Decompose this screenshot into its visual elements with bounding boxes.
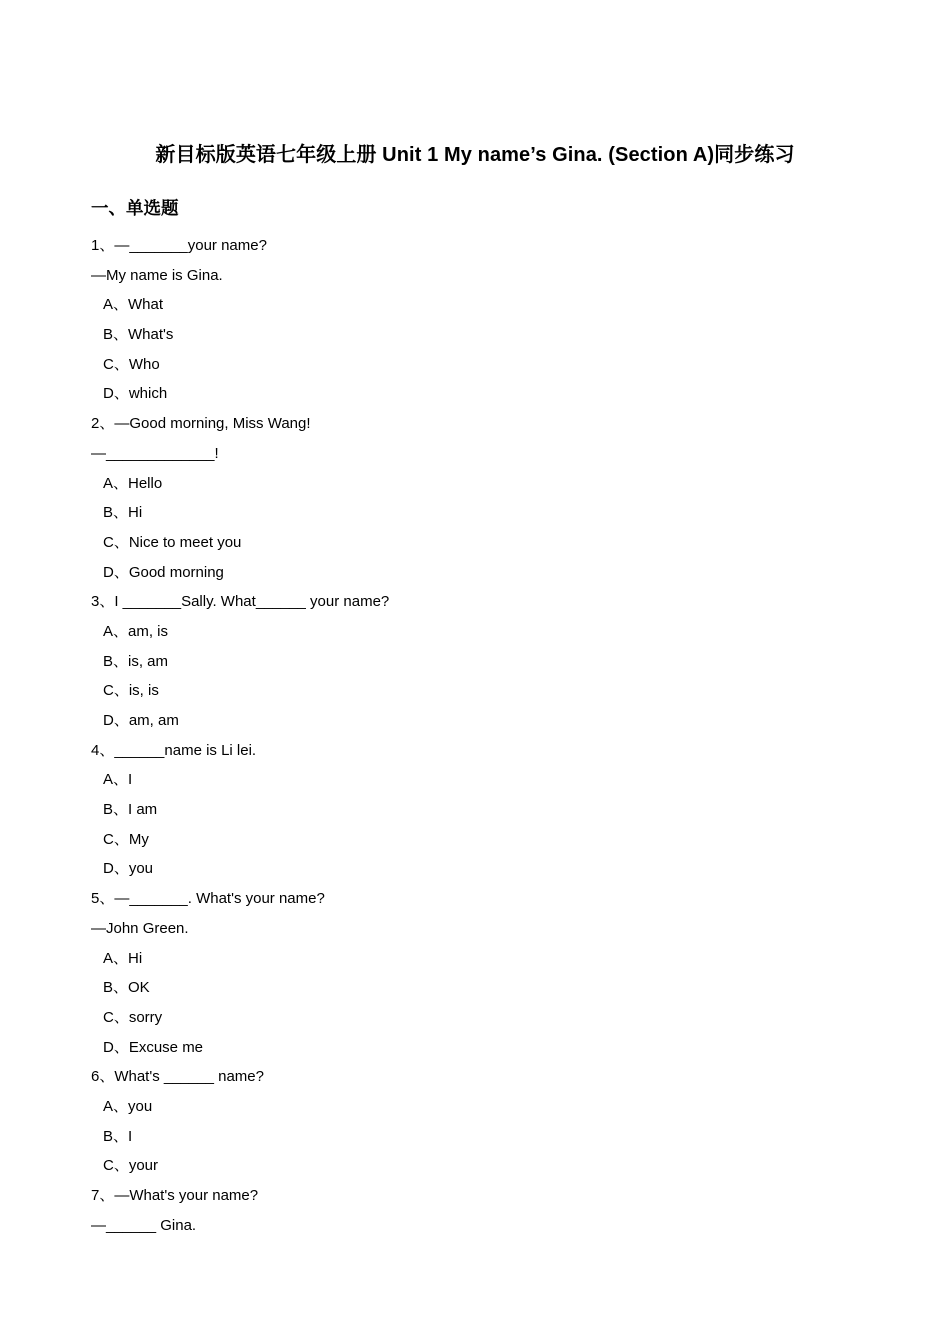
answer-option[interactable]: B、What's [103, 326, 174, 344]
question-stem: 4、______name is Li lei. [91, 741, 257, 759]
question-response: —______ Gina. [91, 1216, 197, 1234]
answer-option[interactable]: A、you [103, 1097, 153, 1115]
answer-option[interactable]: D、Excuse me [103, 1038, 204, 1056]
answer-option[interactable]: A、Hi [103, 949, 143, 967]
question-item [91, 412, 871, 590]
answer-option[interactable]: B、I [103, 1127, 133, 1145]
answer-option[interactable]: A、am, is [103, 622, 169, 640]
answer-option[interactable]: B、I am [103, 801, 158, 819]
answer-option[interactable]: D、you [103, 860, 154, 878]
question-stem: 3、I _______Sally. What______ your name? [91, 593, 390, 611]
answer-option[interactable]: A、Hello [103, 474, 163, 492]
question-response: —_____________! [91, 444, 219, 462]
question-item [91, 887, 871, 1065]
answer-option[interactable]: C、Who [103, 355, 160, 373]
answer-option[interactable]: D、am, am [103, 712, 179, 729]
answer-option[interactable]: C、is, is [103, 682, 159, 700]
answer-option[interactable]: D、which [103, 385, 168, 403]
answer-option[interactable]: B、is, am [103, 652, 169, 670]
question-item [91, 1184, 871, 1243]
question-response: —My name is Gina. [91, 266, 223, 284]
answer-option[interactable]: B、OK [103, 979, 150, 997]
answer-option[interactable]: B、Hi [103, 504, 143, 522]
answer-option[interactable]: C、My [103, 830, 149, 848]
question-item [91, 234, 871, 412]
answer-option[interactable]: A、What [103, 296, 164, 314]
question-stem: 6、What's ______ name? [91, 1068, 264, 1086]
question-list [91, 234, 871, 1243]
answer-option[interactable]: D、Good morning [103, 563, 224, 581]
section-heading: 一、单选题 [91, 198, 179, 218]
question-stem: 2、—Good morning, Miss Wang! [91, 415, 311, 433]
question-response: —John Green. [91, 919, 189, 937]
answer-option[interactable]: C、your [103, 1157, 159, 1175]
document-title: 新目标版英语七年级上册 Unit 1 My name’s Gina. (Section A)同步练习 [155, 144, 795, 166]
question-item [91, 590, 871, 738]
question-item [91, 739, 871, 887]
question-stem: 7、—What's your name? [91, 1187, 259, 1204]
question-stem: 1、—_______your name? [91, 237, 267, 254]
question-stem: 5、—_______. What's your name? [91, 890, 325, 908]
answer-option[interactable]: A、I [103, 771, 133, 789]
answer-option[interactable]: C、Nice to meet you [103, 533, 242, 551]
question-item [91, 1065, 871, 1184]
answer-option[interactable]: C、sorry [103, 1008, 163, 1026]
